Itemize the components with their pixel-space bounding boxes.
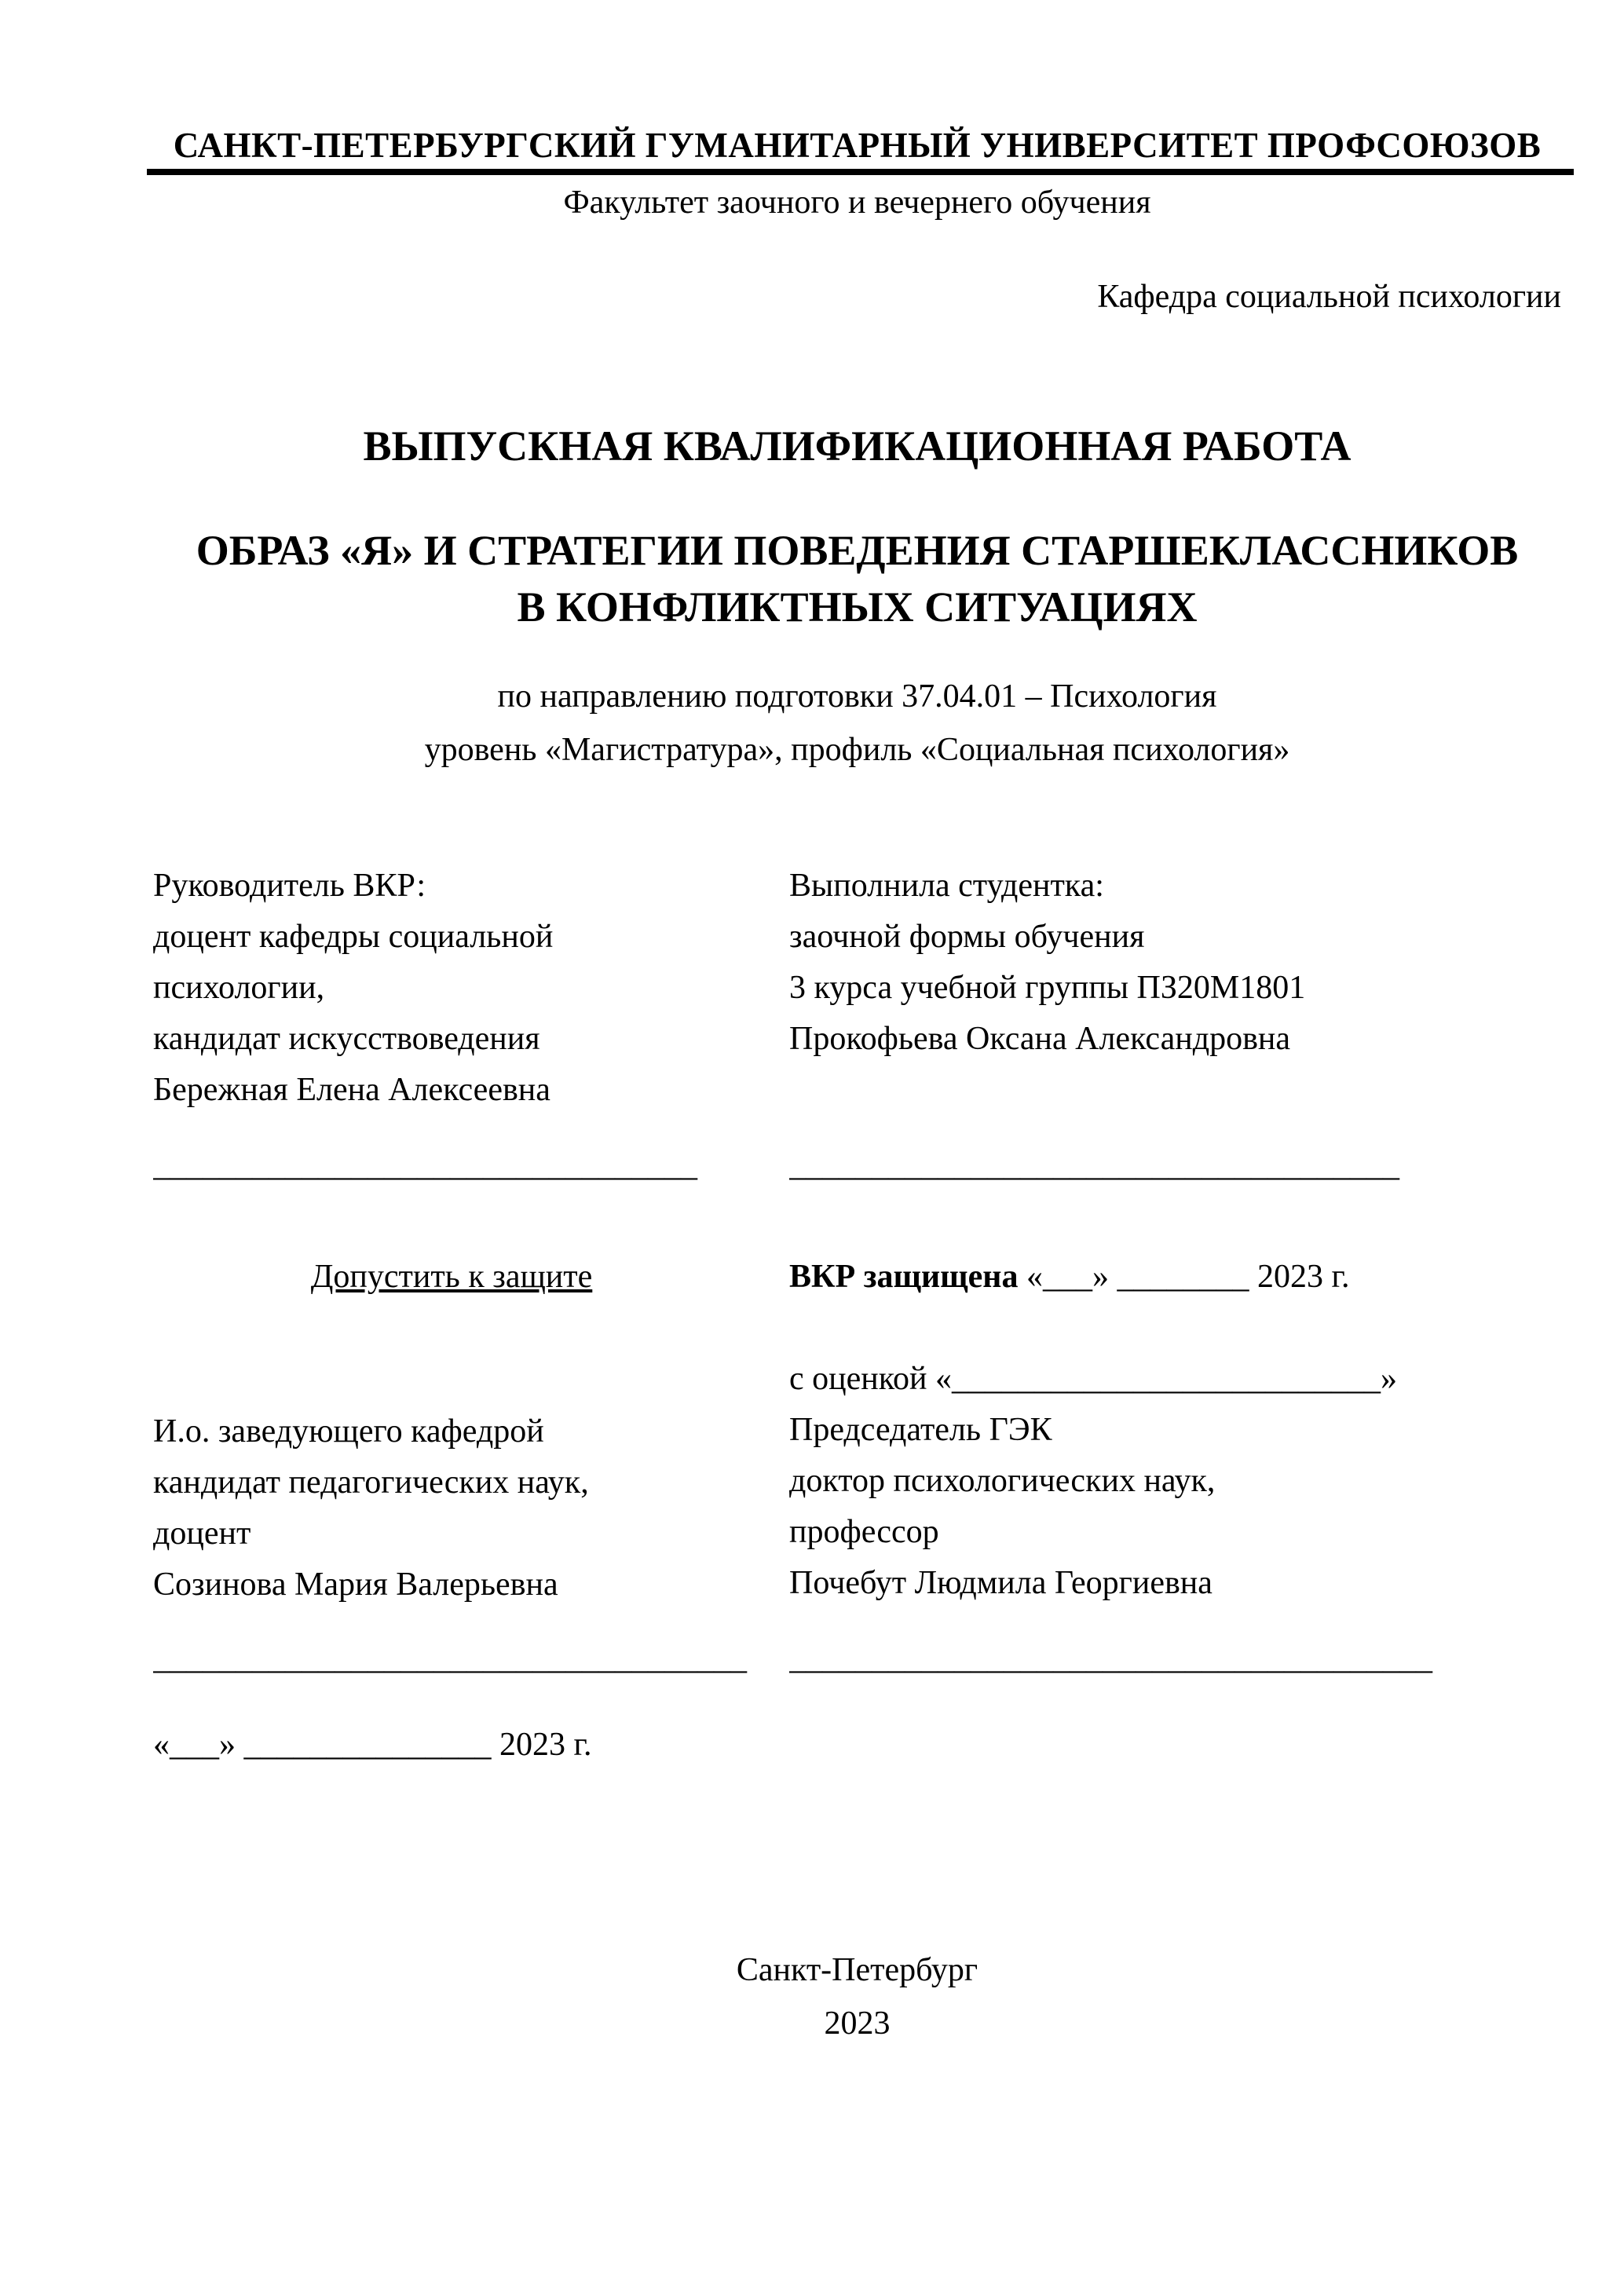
supervisor-line: кандидат искусствоведения <box>153 1021 540 1057</box>
city: Санкт-Петербург <box>736 1952 978 1988</box>
program-direction: по направлению подготовки 37.04.01 – Психология <box>497 678 1217 715</box>
university-name: САНКТ-ПЕТЕРБУРГСКИЙ ГУМАНИТАРНЫЙ УНИВЕРСИТЕТ ПРОФСОЮЗОВ <box>173 126 1542 165</box>
supervisor-name: Бережная Елена Алексеевна <box>153 1072 550 1108</box>
defense-column <box>789 1252 1561 1610</box>
student-line: 3 курса учебной группы ПЗ20М1801 <box>789 970 1306 1006</box>
defense-signature-line: _______________________________________ <box>789 1640 1432 1676</box>
supervisor-column <box>153 861 789 1116</box>
signature-row-1 <box>153 1140 1561 1191</box>
thesis-title-line2: В КОНФЛИКТНЫХ СИТУАЦИЯХ <box>517 583 1198 631</box>
header-rule <box>147 169 1574 175</box>
supervisor-line: психологии, <box>153 970 325 1006</box>
student-name: Прокофьева Оксана Александровна <box>789 1021 1291 1057</box>
defense-line: профессор <box>789 1514 939 1550</box>
student-signature-line: _____________________________________ <box>789 1147 1399 1183</box>
defense-status-line <box>789 1252 1561 1303</box>
admission-date-line: «___» _______________ 2023 г. <box>153 1727 592 1763</box>
work-type-title: ВЫПУСКНАЯ КВАЛИФИКАЦИОННАЯ РАБОТА <box>363 422 1352 470</box>
defense-status-blanks: «___» ________ 2023 г. <box>1026 1259 1350 1295</box>
approval-columns <box>153 1252 1561 1610</box>
admission-line: И.о. заведующего кафедрой <box>153 1413 544 1450</box>
admission-spacer <box>153 1303 789 1406</box>
admission-signature-line: ____________________________________ <box>153 1640 747 1676</box>
defense-line: Председатель ГЭК <box>789 1412 1052 1448</box>
admission-column <box>153 1252 789 1610</box>
footer-block <box>153 1943 1561 2050</box>
defense-line: доктор психологических наук, <box>789 1463 1216 1499</box>
department-name: Кафедра социальной психологии <box>1097 279 1561 315</box>
supervisor-label: Руководитель ВКР: <box>153 868 426 904</box>
faculty-name: Факультет заочного и вечернего обучения <box>563 185 1151 221</box>
program-block <box>153 670 1561 777</box>
year: 2023 <box>824 2005 891 2042</box>
student-column <box>789 861 1561 1116</box>
thesis-title-line1: ОБРАЗ «Я» И СТРАТЕГИИ ПОВЕДЕНИЯ СТАРШЕКЛАССНИКОВ <box>196 527 1519 574</box>
admission-line: кандидат педагогических наук, <box>153 1464 589 1501</box>
supervisor-line: доцент кафедры социальной <box>153 919 554 955</box>
thesis-title <box>153 522 1561 635</box>
people-columns <box>153 861 1561 1116</box>
admission-name: Созинова Мария Валерьевна <box>153 1567 558 1603</box>
supervisor-signature-line: _________________________________ <box>153 1147 697 1183</box>
defense-name: Почебут Людмила Георгиевна <box>789 1565 1213 1601</box>
signature-row-2 <box>153 1633 1561 1684</box>
program-level: уровень «Магистратура», профиль «Социальная психология» <box>424 732 1290 768</box>
student-label: Выполнила студентка: <box>789 868 1104 904</box>
admission-heading: Допустить к защите <box>310 1259 593 1295</box>
admission-line: доцент <box>153 1515 251 1552</box>
student-line: заочной формы обучения <box>789 919 1145 955</box>
defense-grade-line: с оценкой «__________________________» <box>789 1361 1397 1397</box>
defense-status-label: ВКР защищена <box>789 1259 1019 1295</box>
